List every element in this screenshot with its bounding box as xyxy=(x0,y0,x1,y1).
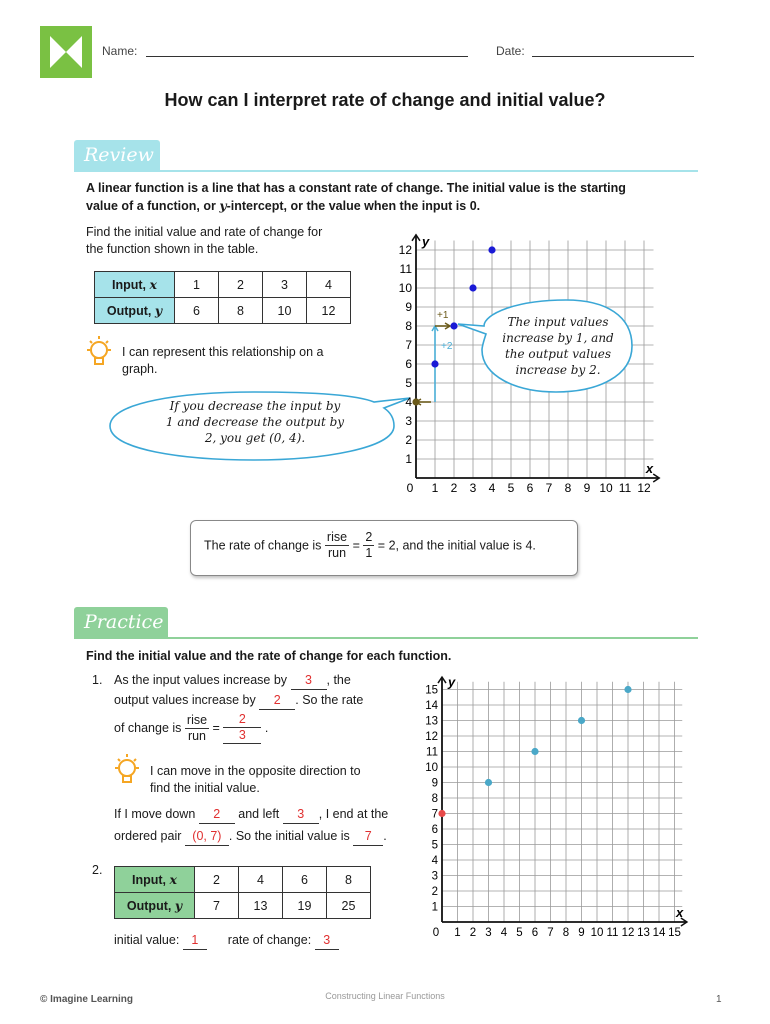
y-tick-label: 2 xyxy=(431,886,438,898)
y-tick-label: 11 xyxy=(399,262,412,276)
x-tick-label: 11 xyxy=(618,481,632,495)
initial-value-point xyxy=(438,810,445,817)
rise-label: +2 xyxy=(441,341,453,352)
date-label: Date: xyxy=(496,44,525,58)
q1-move-down-answer[interactable]: 2 xyxy=(199,806,235,824)
x-tick-label: 7 xyxy=(547,927,554,939)
practice-instruction: Find the initial value and the rate of change for each function. xyxy=(86,649,452,663)
y-tick-label: 8 xyxy=(431,793,438,805)
left-bubble-line2: 1 and decrease the output by xyxy=(165,415,345,429)
table-cell: 8 xyxy=(327,867,371,893)
review-tip xyxy=(122,344,382,378)
q1-equals: = xyxy=(212,721,220,735)
run-word: run xyxy=(327,546,347,560)
review-tip-line1: I can represent this relationship on a xyxy=(122,345,324,359)
input-var: x xyxy=(149,277,157,292)
right-bubble-line2: increase by 1, and xyxy=(502,331,614,345)
y-tick-label: 11 xyxy=(426,746,438,759)
data-point xyxy=(578,717,585,724)
lightbulb-icon xyxy=(112,752,142,790)
table-cell: 10 xyxy=(263,298,307,324)
y-tick-label: 7 xyxy=(405,338,412,352)
table-cell: 8 xyxy=(219,298,263,324)
intro-line2-text-b: -intercept, or the value when the input is 0. xyxy=(226,199,481,213)
y-tick-label: 13 xyxy=(425,715,438,728)
x-tick-label: 10 xyxy=(599,481,613,495)
review-function-table xyxy=(94,271,351,324)
right-bubble-line3: the output values xyxy=(504,347,612,361)
q1-line5-text: ordered pair xyxy=(114,829,182,843)
q1-line4-end: , I end at the xyxy=(318,807,389,821)
fraction-denominator: 1 xyxy=(365,546,373,560)
review-section-divider xyxy=(74,170,698,172)
q1-line5 xyxy=(114,828,414,846)
input-header-text: Input, xyxy=(112,278,150,292)
y-tick-label: 4 xyxy=(405,395,412,409)
x-tick-label: 5 xyxy=(507,481,515,495)
footer-title: Constructing Linear Functions xyxy=(325,991,445,1001)
q2-rate-label: rate of change: xyxy=(227,933,312,947)
y-tick-label: 1 xyxy=(405,452,412,466)
y-axis-label: y xyxy=(422,234,430,250)
x-tick-label: 14 xyxy=(652,927,666,939)
data-point xyxy=(531,748,538,755)
q2-number: 2. xyxy=(92,863,103,877)
data-point xyxy=(485,779,492,786)
y-tick-label: 4 xyxy=(431,855,438,867)
x-tick-label: 2 xyxy=(469,927,477,939)
input-header xyxy=(95,272,175,298)
x-tick-label: 6 xyxy=(526,481,534,495)
q1-answer-fraction[interactable] xyxy=(223,712,261,744)
y-tick-label: 6 xyxy=(405,357,412,371)
table-cell: 13 xyxy=(239,893,283,919)
x-tick-label: 9 xyxy=(578,927,585,939)
x-axis-label: x xyxy=(676,905,684,920)
right-bubble-text xyxy=(486,314,630,378)
x-tick-label: 13 xyxy=(637,927,650,939)
data-point xyxy=(624,686,631,693)
table-cell: 2 xyxy=(219,272,263,298)
lightbulb-icon xyxy=(84,334,114,372)
data-point xyxy=(488,246,495,253)
x-tick-label: 6 xyxy=(531,927,539,939)
name-field[interactable] xyxy=(146,56,468,57)
x-tick-label: 12 xyxy=(637,481,651,495)
y-tick-label: 1 xyxy=(431,901,438,914)
run-label: +1 xyxy=(437,310,449,321)
y-tick-label: 5 xyxy=(431,839,438,852)
q2-output-header-text: Output, xyxy=(126,899,175,913)
review-intro-line2 xyxy=(86,197,706,215)
x-tick-label: 4 xyxy=(500,927,508,939)
q1-line4-mid: and left xyxy=(238,807,280,821)
table-cell: 3 xyxy=(263,272,307,298)
x-tick-label: 8 xyxy=(564,481,572,495)
q1-ordered-pair-answer[interactable]: (0, 7) xyxy=(185,828,229,846)
page-title: How can I interpret rate of change and initial value? xyxy=(164,90,606,110)
q1-tip xyxy=(150,763,410,797)
x-tick-label: 8 xyxy=(562,927,570,939)
right-bubble-line4: increase by 2. xyxy=(515,363,601,377)
q1-line1-text: As the input values increase by xyxy=(114,673,288,687)
q1-line5-end: . xyxy=(383,829,387,843)
y-tick-label: 10 xyxy=(398,281,412,295)
x-tick-label: 2 xyxy=(450,481,458,495)
x-tick-label: 12 xyxy=(621,927,635,939)
y-tick-label: 9 xyxy=(431,777,438,790)
q2-answers xyxy=(114,932,414,950)
x-tick-label: 5 xyxy=(516,927,523,939)
q1-line2-end: . So the rate xyxy=(295,693,364,707)
two-over-one-fraction xyxy=(363,530,374,561)
review-tip-line2: graph. xyxy=(122,362,158,376)
y-tick-label: 15 xyxy=(425,684,438,697)
rate-prefix: The rate of change is xyxy=(204,538,322,553)
rise-over-run-fraction xyxy=(325,530,349,561)
imagine-learning-logo xyxy=(40,26,92,78)
q2-output-header xyxy=(115,893,195,919)
table-cell: 25 xyxy=(327,893,371,919)
rate-of-change-statement xyxy=(204,530,574,561)
y-tick-label: 14 xyxy=(425,700,438,712)
x-tick-label: 3 xyxy=(469,481,477,495)
x-tick-label: 11 xyxy=(606,927,619,939)
y-tick-label: 8 xyxy=(405,319,412,333)
q2-input-var: x xyxy=(169,872,177,887)
name-label: Name: xyxy=(102,44,138,58)
review-intro xyxy=(86,180,706,215)
x-tick-label: 4 xyxy=(488,481,496,495)
x-tick-label: 9 xyxy=(583,481,591,495)
fraction-numerator: 2 xyxy=(365,530,373,544)
q1-line3-text: of change is xyxy=(114,721,182,735)
table-cell: 2 xyxy=(195,867,239,893)
practice-section-divider xyxy=(74,637,698,639)
x-axis-label: x xyxy=(645,461,654,476)
left-bubble-text xyxy=(120,398,390,446)
q2-input-header-text: Input, xyxy=(132,873,170,887)
review-intro-line1: A linear function is a line that has a constant rate of change. The initial value is the starting xyxy=(86,181,626,195)
y-tick-label: 10 xyxy=(425,762,438,774)
x-tick-label: 0 xyxy=(406,481,414,495)
q1-line4 xyxy=(114,806,414,824)
q1-rise-run-fraction xyxy=(185,713,209,744)
table-row xyxy=(95,272,351,298)
review-section-tab: Review xyxy=(74,140,160,170)
y-tick-label: 9 xyxy=(405,300,412,314)
y-tick-label: 5 xyxy=(405,376,412,390)
left-bubble-line3: 2, you get (0, 4). xyxy=(204,431,306,445)
table-cell: 6 xyxy=(175,298,219,324)
q2-function-table xyxy=(114,866,371,919)
table-cell: 19 xyxy=(283,893,327,919)
x-tick-label: 10 xyxy=(590,927,604,939)
y-tick-label: 6 xyxy=(431,824,438,836)
y-axis-label: y xyxy=(448,674,456,690)
q1-initial-value-answer[interactable]: 7 xyxy=(353,828,383,846)
x-tick-label: 7 xyxy=(545,481,553,495)
y-tick-label: 12 xyxy=(425,731,438,743)
x-tick-label: 1 xyxy=(431,481,439,495)
review-prompt-line1: Find the initial value and rate of change for xyxy=(86,225,323,239)
data-point xyxy=(431,360,438,367)
rate-suffix: = 2, and the initial value is 4. xyxy=(377,538,536,553)
date-field[interactable] xyxy=(532,56,694,57)
y-tick-label: 3 xyxy=(405,414,412,428)
practice-section-tab: Practice xyxy=(74,607,168,637)
q1-line1-end: , the xyxy=(326,673,351,687)
q1-line1 xyxy=(114,672,414,690)
q1-tip-line1: I can move in the opposite direction to xyxy=(150,764,361,778)
q1-line2-text: output values increase by xyxy=(114,693,256,707)
y-tick-label: 7 xyxy=(431,808,438,821)
q2-initial-label: initial value: xyxy=(114,933,180,947)
table-row xyxy=(115,893,371,919)
output-var: y xyxy=(154,303,163,318)
table-cell: 4 xyxy=(239,867,283,893)
equals-sign: = xyxy=(352,538,360,553)
x-tick-label: 3 xyxy=(485,927,492,939)
table-cell: 1 xyxy=(175,272,219,298)
practice-coordinate-graph xyxy=(418,672,690,948)
y-tick-label: 12 xyxy=(398,243,412,257)
q1-line5-mid: . So the initial value is xyxy=(228,829,350,843)
y-tick-label: 2 xyxy=(405,433,412,447)
q2-output-var: y xyxy=(174,898,183,913)
x-tick-label: 0 xyxy=(432,927,440,939)
q1-run-word: run xyxy=(187,728,207,743)
q2-rate-of-change-answer[interactable]: 3 xyxy=(315,932,339,950)
output-header-text: Output, xyxy=(106,304,155,318)
q1-numerator-answer[interactable]: 2 xyxy=(223,712,261,728)
q1-period: . xyxy=(264,721,269,735)
table-row xyxy=(115,867,371,893)
footer-brand: © Imagine Learning xyxy=(40,994,133,1005)
table-cell: 7 xyxy=(195,893,239,919)
table-cell: 12 xyxy=(307,298,351,324)
table-cell: 6 xyxy=(283,867,327,893)
q1-rise-word: rise xyxy=(186,712,208,727)
intro-line2-text-a: value of a function, or xyxy=(86,199,220,213)
q1-number: 1. xyxy=(92,673,103,687)
q1-output-increase-answer[interactable]: 2 xyxy=(259,692,295,710)
logo-mark-icon xyxy=(40,26,92,78)
initial-value-point xyxy=(412,398,419,405)
q1-line4-text: If I move down xyxy=(114,807,196,821)
q1-line3 xyxy=(114,712,414,744)
data-point xyxy=(469,284,476,291)
output-header xyxy=(95,298,175,324)
q1-denominator-answer[interactable]: 3 xyxy=(223,728,261,744)
q1-input-increase-answer[interactable]: 3 xyxy=(291,672,327,690)
q1-move-left-answer[interactable]: 3 xyxy=(283,806,319,824)
table-cell: 4 xyxy=(307,272,351,298)
review-prompt xyxy=(86,224,376,258)
page-number: 1 xyxy=(716,994,722,1005)
left-bubble-line1: If you decrease the input by xyxy=(169,399,341,413)
right-bubble-line1: The input values xyxy=(507,315,609,329)
review-prompt-line2: the function shown in the table. xyxy=(86,242,259,256)
x-tick-label: 15 xyxy=(668,927,681,939)
table-row xyxy=(95,298,351,324)
q1-tip-line2: find the initial value. xyxy=(150,781,260,795)
y-tick-label: 3 xyxy=(431,870,438,883)
x-tick-label: 1 xyxy=(454,927,461,939)
rise-word: rise xyxy=(326,530,348,544)
q1-line2 xyxy=(114,692,414,710)
q2-initial-value-answer[interactable]: 1 xyxy=(183,932,207,950)
intro-var-y: y xyxy=(219,198,227,213)
q2-input-header xyxy=(115,867,195,893)
